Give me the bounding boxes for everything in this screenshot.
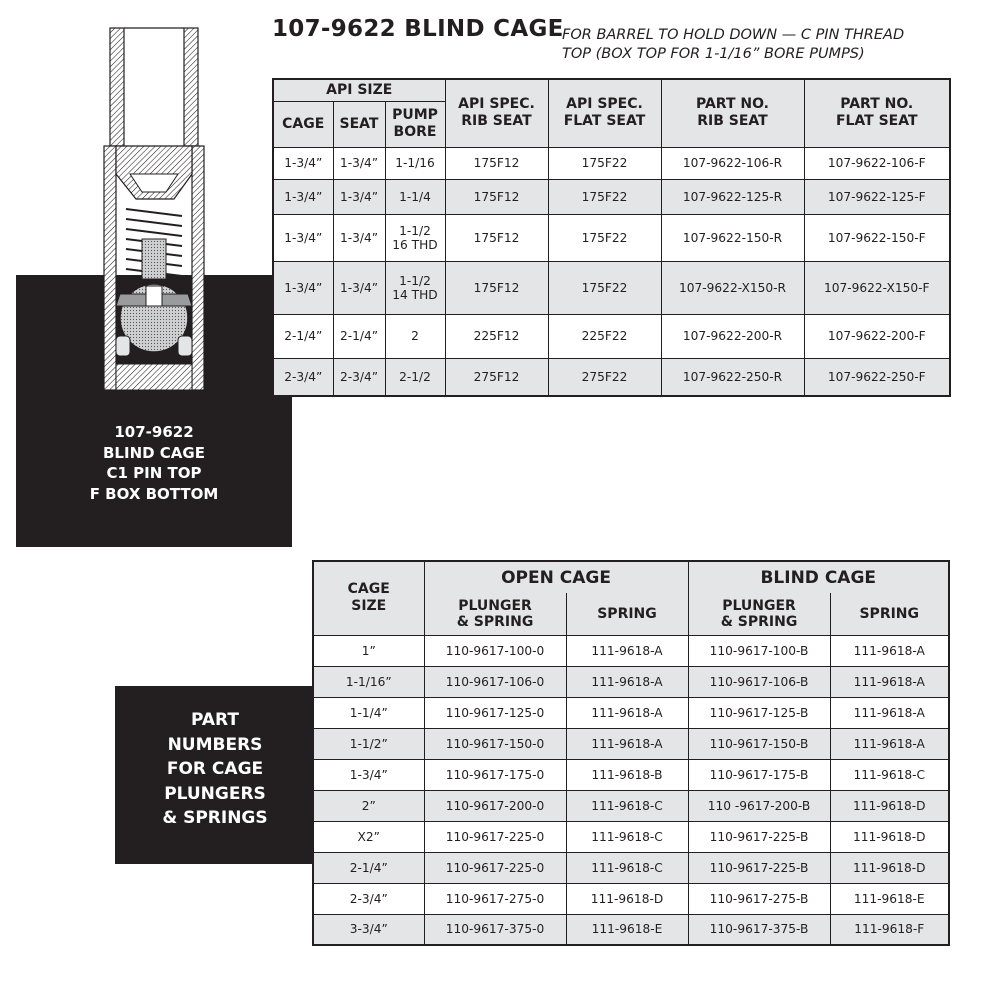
cage-size-header: [313, 561, 424, 635]
cell-blind-plunger: 110-9617-150-B: [688, 728, 830, 759]
parts-caption: [115, 708, 315, 831]
blind-spring-header: SPRING: [830, 593, 949, 635]
cell-seat: 1-3/4”: [333, 261, 385, 314]
cell-bore: 2-1/2: [385, 358, 445, 396]
subtitle-line: TOP (BOX TOP FOR 1-1/16” BORE PUMPS): [562, 46, 865, 62]
api-spec-flat-header: [548, 79, 661, 147]
cell-part-rib: 107-9622-150-R: [661, 214, 804, 261]
cell-size: 2-1/4”: [313, 852, 424, 883]
bore-line: 1-1/2: [399, 273, 431, 288]
cell-cage: 1-3/4”: [273, 214, 333, 261]
cell-size: X2”: [313, 821, 424, 852]
cell-open-spring: 111-9618-B: [566, 759, 688, 790]
cell-bore: 2: [385, 314, 445, 358]
header-line: FLAT SEAT: [563, 113, 646, 130]
cell-cage: 1-3/4”: [273, 147, 333, 179]
header-line: PART NO.: [840, 96, 914, 113]
open-spring-header: SPRING: [566, 593, 688, 635]
part-no-rib-header: [661, 79, 804, 147]
cell-open-plunger: 110-9617-150-0: [424, 728, 566, 759]
table-row: [313, 759, 949, 790]
table-row: [273, 358, 950, 396]
cell-open-spring: 111-9618-C: [566, 821, 688, 852]
cell-blind-plunger: 110-9617-100-B: [688, 635, 830, 666]
header-line: RIB SEAT: [461, 113, 532, 130]
table-row: [313, 728, 949, 759]
cell-part-rib: 107-9622-125-R: [661, 179, 804, 214]
cell-part-rib: 107-9622-250-R: [661, 358, 804, 396]
cell-open-spring: 111-9618-A: [566, 728, 688, 759]
cage-caption-line: C1 PIN TOP: [106, 464, 202, 482]
cell-blind-spring: 111-9618-D: [830, 790, 949, 821]
pump-bore-header: [385, 101, 445, 147]
table-row: [273, 214, 950, 261]
parts-caption-line: FOR CAGE: [166, 759, 264, 779]
cell-size: 2-3/4”: [313, 883, 424, 914]
parts-caption-line: PLUNGERS: [164, 783, 266, 804]
table-row: [313, 821, 949, 852]
cell-open-plunger: 110-9617-225-0: [424, 821, 566, 852]
cell-api-rib: 175F12: [445, 214, 548, 261]
cell-api-rib: 175F12: [445, 179, 548, 214]
header-line: CAGE: [347, 581, 390, 598]
cell-size: 3-3/4”: [313, 914, 424, 945]
cell-blind-spring: 111-9618-C: [830, 759, 949, 790]
cell-open-spring: 111-9618-A: [566, 697, 688, 728]
open-cage-header: OPEN CAGE: [424, 561, 688, 593]
cell-api-flat: 275F22: [548, 358, 661, 396]
cage-caption: [16, 422, 292, 504]
part-no-flat-header: [804, 79, 950, 147]
cell-api-rib: 275F12: [445, 358, 548, 396]
cell-bore: 1-1/16: [385, 147, 445, 179]
cell-open-spring: 111-9618-A: [566, 635, 688, 666]
cell-blind-plunger: 110-9617-225-B: [688, 852, 830, 883]
cell-size: 2”: [313, 790, 424, 821]
cell-seat: 2-3/4”: [333, 358, 385, 396]
cell-part-flat: 107-9622-250-F: [804, 358, 950, 396]
cell-open-plunger: 110-9617-200-0: [424, 790, 566, 821]
page-subtitle: [562, 26, 904, 64]
cell-size: 1-1/16”: [313, 666, 424, 697]
seat-header: SEAT: [333, 101, 385, 147]
header-line: PART NO.: [695, 96, 769, 113]
cell-blind-plunger: 110-9617-125-B: [688, 697, 830, 728]
cell-size: 1”: [313, 635, 424, 666]
header-line: & SPRING: [456, 613, 534, 630]
cell-open-spring: 111-9618-A: [566, 666, 688, 697]
cell-open-plunger: 110-9617-175-0: [424, 759, 566, 790]
bore-line: 1-1/2: [399, 223, 431, 238]
header-line: PLUNGER: [458, 597, 532, 614]
table-row: [313, 697, 949, 728]
table-row: [273, 179, 950, 214]
cell-blind-plunger: 110-9617-225-B: [688, 821, 830, 852]
parts-caption-line: & SPRINGS: [162, 808, 268, 828]
cell-size: 1-1/4”: [313, 697, 424, 728]
table-row: [273, 314, 950, 358]
cell-open-plunger: 110-9617-375-0: [424, 914, 566, 945]
cage-caption-line: 107-9622: [114, 423, 194, 441]
blind-plunger-header: [688, 593, 830, 635]
cell-size: 1-3/4”: [313, 759, 424, 790]
cell-blind-spring: 111-9618-A: [830, 666, 949, 697]
cell-blind-plunger: 110-9617-275-B: [688, 883, 830, 914]
cell-api-rib: 175F12: [445, 147, 548, 179]
bore-line: 16 THD: [392, 237, 438, 252]
cell-part-flat: 107-9622-106-F: [804, 147, 950, 179]
cell-bore: [385, 261, 445, 314]
cell-open-plunger: 110-9617-125-0: [424, 697, 566, 728]
cell-open-spring: 111-9618-C: [566, 790, 688, 821]
cell-seat: 1-3/4”: [333, 147, 385, 179]
cell-blind-plunger: 110-9617-375-B: [688, 914, 830, 945]
header-line: RIB SEAT: [697, 113, 768, 130]
subtitle-line: FOR BARREL TO HOLD DOWN — C PIN THREAD: [562, 27, 905, 43]
header-line: PLUNGER: [722, 597, 796, 614]
cell-open-spring: 111-9618-E: [566, 914, 688, 945]
header-line: PUMP: [392, 107, 438, 123]
cell-part-flat: 107-9622-125-F: [804, 179, 950, 214]
cell-blind-plunger: 110 -9617-200-B: [688, 790, 830, 821]
cell-api-flat: 175F22: [548, 179, 661, 214]
table-row: [313, 852, 949, 883]
header-line: FLAT SEAT: [835, 113, 918, 130]
table-row: [313, 666, 949, 697]
cell-api-flat: 175F22: [548, 214, 661, 261]
cell-part-flat: 107-9622-150-F: [804, 214, 950, 261]
cell-cage: 2-3/4”: [273, 358, 333, 396]
cell-open-plunger: 110-9617-275-0: [424, 883, 566, 914]
spec-table: [272, 78, 951, 397]
parts-caption-line: PART: [191, 710, 239, 730]
cell-api-flat: 225F22: [548, 314, 661, 358]
blind-cage-header: BLIND CAGE: [688, 561, 949, 593]
cell-blind-spring: 111-9618-A: [830, 635, 949, 666]
cell-part-rib: 107-9622-X150-R: [661, 261, 804, 314]
parts-table: [312, 560, 950, 946]
bore-line: 14 THD: [392, 287, 438, 302]
table-row: [313, 635, 949, 666]
header-line: API SPEC.: [458, 96, 535, 113]
cell-blind-spring: 111-9618-D: [830, 821, 949, 852]
cell-part-rib: 107-9622-200-R: [661, 314, 804, 358]
header-line: API SPEC.: [566, 96, 643, 113]
cell-blind-spring: 111-9618-A: [830, 697, 949, 728]
cell-cage: 1-3/4”: [273, 179, 333, 214]
cell-open-plunger: 110-9617-225-0: [424, 852, 566, 883]
cell-bore: [385, 214, 445, 261]
table-row: [313, 790, 949, 821]
cell-api-flat: 175F22: [548, 261, 661, 314]
cell-open-spring: 111-9618-D: [566, 883, 688, 914]
cell-blind-spring: 111-9618-A: [830, 728, 949, 759]
header-line: SIZE: [351, 598, 387, 615]
cell-seat: 1-3/4”: [333, 214, 385, 261]
open-plunger-header: [424, 593, 566, 635]
cell-blind-spring: 111-9618-E: [830, 883, 949, 914]
cell-blind-spring: 111-9618-F: [830, 914, 949, 945]
cell-api-flat: 175F22: [548, 147, 661, 179]
cell-open-spring: 111-9618-C: [566, 852, 688, 883]
header-line: BORE: [393, 124, 437, 140]
cell-open-plunger: 110-9617-100-0: [424, 635, 566, 666]
api-size-header: API SIZE: [273, 79, 445, 101]
cage-caption-line: F BOX BOTTOM: [89, 484, 219, 503]
header-line: & SPRING: [720, 613, 798, 630]
table-row: [273, 261, 950, 314]
table-row: [313, 914, 949, 945]
cell-blind-spring: 111-9618-D: [830, 852, 949, 883]
blind-cage-drawing: [96, 24, 216, 396]
cell-size: 1-1/2”: [313, 728, 424, 759]
cell-api-rib: 175F12: [445, 261, 548, 314]
cell-seat: 2-1/4”: [333, 314, 385, 358]
cell-part-flat: 107-9622-200-F: [804, 314, 950, 358]
cell-blind-plunger: 110-9617-175-B: [688, 759, 830, 790]
cell-part-rib: 107-9622-106-R: [661, 147, 804, 179]
page-title: 107-9622 BLIND CAGE: [272, 16, 564, 42]
parts-caption-line: NUMBERS: [167, 734, 263, 755]
cell-bore: 1-1/4: [385, 179, 445, 214]
api-spec-rib-header: [445, 79, 548, 147]
cell-api-rib: 225F12: [445, 314, 548, 358]
cell-cage: 1-3/4”: [273, 261, 333, 314]
cage-caption-line: BLIND CAGE: [103, 443, 205, 462]
cell-cage: 2-1/4”: [273, 314, 333, 358]
cage-header: CAGE: [273, 101, 333, 147]
cell-blind-plunger: 110-9617-106-B: [688, 666, 830, 697]
table-row: [313, 883, 949, 914]
cell-open-plunger: 110-9617-106-0: [424, 666, 566, 697]
table-row: [273, 147, 950, 179]
cell-seat: 1-3/4”: [333, 179, 385, 214]
cell-part-flat: 107-9622-X150-F: [804, 261, 950, 314]
